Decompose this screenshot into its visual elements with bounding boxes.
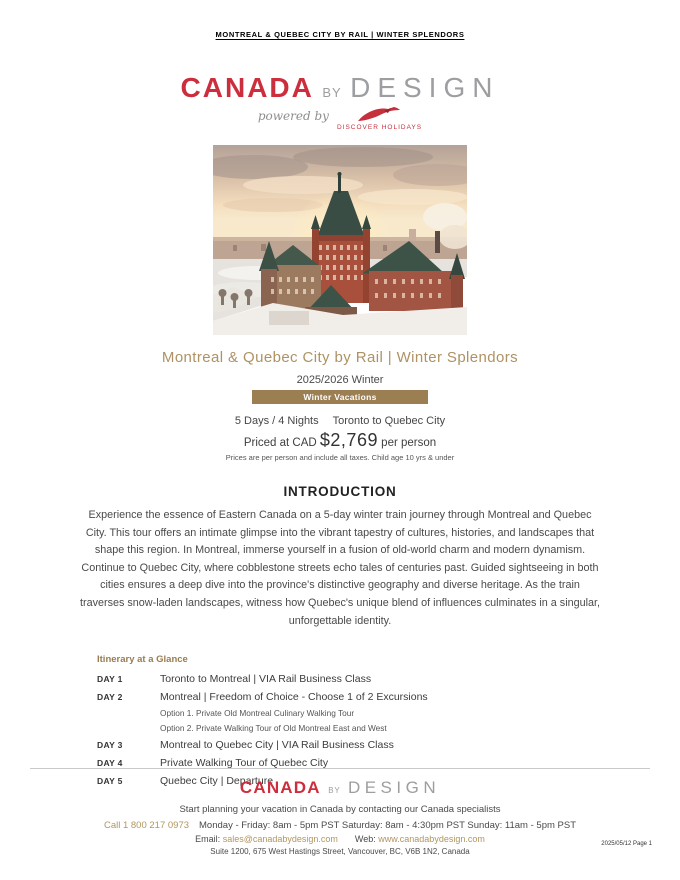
itinerary-heading: Itinerary at a Glance <box>97 654 188 666</box>
day-label: DAY 4 <box>97 758 123 769</box>
price-note: Prices are per person and include all taxes. Child age 10 yrs & under <box>225 453 455 462</box>
phone-number: Call 1 800 217 0973 <box>103 820 190 831</box>
footer-links-line <box>0 834 680 844</box>
duration-route-line <box>0 415 680 427</box>
powered-by-row <box>0 107 680 131</box>
footer <box>0 768 680 856</box>
price-prefix: Priced at CAD <box>243 437 317 449</box>
powered-by-label: powered by <box>257 109 329 123</box>
partner-logo <box>337 107 422 131</box>
website-link[interactable]: www.canadabydesign.com <box>378 834 485 844</box>
day-label: DAY 5 <box>97 776 123 787</box>
tour-route: Toronto to Quebec City <box>332 415 446 427</box>
winter-vacations-badge: Winter Vacations <box>252 390 428 404</box>
introduction-heading: INTRODUCTION <box>283 484 397 499</box>
day-label: DAY 3 <box>97 740 123 751</box>
itinerary-row-option-2 <box>97 723 680 733</box>
introduction-body: Experience the essence of Eastern Canada on a 5-day winter train journey through Montreal and Quebec City. This tour offers an intimate glimpse into the vibrant tapestry of cultures, histories, and landscapes that shape this region. In Montreal, immerse yourself in a fusion of old-world charm and modern dynamism. Continue to Quebec City, where cobblestone streets echo tales of centuries past. Guided sightseeing in both cities ensures a deep dive into the province's distinctive geography and diverse heritage. As the train traverses snow-laden landscapes, witness how Quebec's unique blend of influences culminates in a singular, unforgettable identity. <box>80 509 601 627</box>
web-label: Web: <box>354 834 376 844</box>
page-footnote: 2025/05/12 Page 1 <box>601 841 652 847</box>
day-description: Private Walking Tour of Quebec City <box>160 757 329 770</box>
itinerary-row-option-1 <box>97 708 680 718</box>
day-label: DAY 1 <box>97 674 123 685</box>
day-description: Quebec City | Departure <box>160 775 274 788</box>
day-description: Toronto to Montreal | VIA Rail Business Class <box>160 673 372 686</box>
day-description: Montreal to Quebec City | VIA Rail Business Class <box>160 739 394 752</box>
footer-divider <box>30 768 650 769</box>
brand-word-canada: CANADA <box>239 778 321 797</box>
discover-holidays-swoosh-icon <box>354 107 406 123</box>
email-label: Email: <box>195 834 221 844</box>
day-label: DAY 2 <box>97 692 123 703</box>
tour-title: Montreal & Quebec City by Rail | Winter Splendors <box>161 349 519 366</box>
footer-tagline: Start planning your vacation in Canada by contacting our Canada specialists <box>179 804 501 815</box>
day-description: Montreal | Freedom of Choice - Choose 1 of 2 Excursions <box>160 691 428 704</box>
tour-season: 2025/2026 Winter <box>296 374 384 386</box>
tour-duration: 5 Days / 4 Nights <box>234 415 319 427</box>
office-hours: Monday - Friday: 8am - 5pm PST Saturday: 8am - 4:30pm PST Sunday: 11am - 5pm PST <box>199 820 577 831</box>
price-suffix: per person <box>381 437 437 449</box>
brand-word-by: BY <box>322 85 342 100</box>
brand-word-by: BY <box>328 786 341 795</box>
brand-logo <box>0 74 680 102</box>
brand-word-design: DESIGN <box>350 72 500 103</box>
hero-photo-wrap <box>0 145 680 335</box>
footer-brand-logo <box>0 779 680 797</box>
itinerary-row-day-1 <box>97 673 680 685</box>
option-description: Option 1. Private Old Montreal Culinary Walking Tour <box>160 708 355 719</box>
brand-word-design: DESIGN <box>347 778 441 797</box>
email-link[interactable]: sales@canadabydesign.com <box>222 834 338 844</box>
doc-header <box>0 0 680 42</box>
footer-contact-line <box>0 820 680 831</box>
footer-address: Suite 1200, 675 West Hastings Street, Vancouver, BC, V6B 1N2, Canada <box>210 847 470 856</box>
itinerary-row-day-2 <box>97 691 680 703</box>
badge-row <box>0 390 680 404</box>
itinerary-row-day-3 <box>97 739 680 751</box>
partner-name: DISCOVER HOLIDAYS <box>336 124 423 131</box>
hero-photo <box>213 145 467 335</box>
price-value: $2,769 <box>319 430 378 450</box>
brand-word-canada: CANADA <box>180 72 314 103</box>
doc-header-title: MONTREAL & QUEBEC CITY BY RAIL | WINTER SPLENDORS <box>215 30 465 39</box>
price-line <box>0 430 680 451</box>
option-description: Option 2. Private Walking Tour of Old Montreal East and West <box>160 723 387 734</box>
